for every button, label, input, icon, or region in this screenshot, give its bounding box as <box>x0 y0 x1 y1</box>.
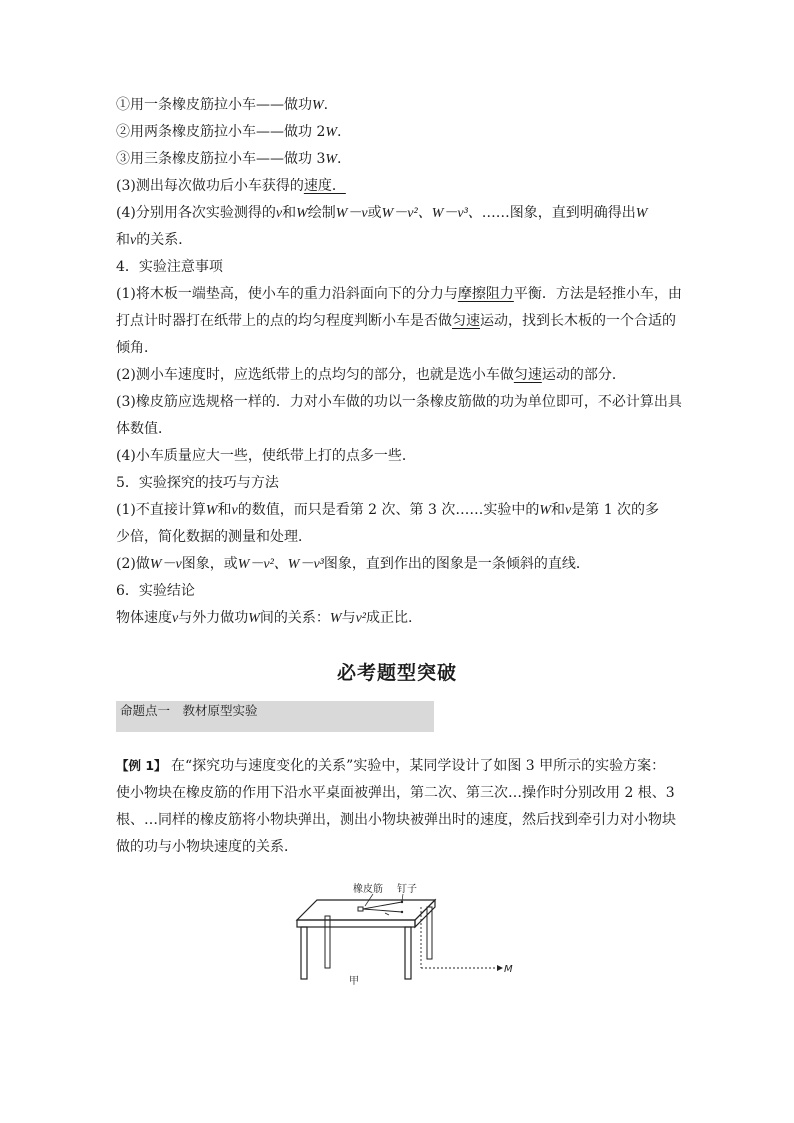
formula: W－v²、W－v³、 <box>381 206 482 221</box>
text: 图象，直到作出的图象是一条倾斜的直线． <box>323 556 590 572</box>
text: (2)测小车速度时，应选纸带上的点均匀的部分，也就是选小车做 <box>116 367 514 383</box>
arrow-head <box>497 965 503 971</box>
var-W: W <box>205 503 218 518</box>
text: 运动的部分． <box>541 367 626 383</box>
section4-note3-l2: 体数值． <box>116 421 172 437</box>
var-W: W <box>539 503 552 518</box>
text: ①用一条橡皮筋拉小车——做功 <box>116 97 312 113</box>
text: 运动，找到长木板的一个合适的 <box>480 313 676 329</box>
example-tag: 【例 1】 <box>116 758 167 773</box>
text: ③用三条橡皮筋拉小车——做功 3 <box>116 151 326 167</box>
text: 与 <box>341 610 356 626</box>
var-v: v <box>275 206 283 221</box>
section4-note2 <box>116 362 678 389</box>
text: 和 <box>116 232 130 248</box>
section6-conclusion <box>116 605 678 632</box>
text: 图象，或 <box>181 556 238 572</box>
text: 的数值，而只是看第 2 次、第 3 次……实验中的 <box>237 502 540 518</box>
text: 成正比. <box>365 610 413 626</box>
section4-title: 4．实验注意事项 <box>116 259 223 275</box>
section4-note4: (4)小车质量应大一些，使纸带上打的点多一些． <box>116 448 416 464</box>
text: 或 <box>367 205 382 221</box>
step2-item1: ①用一条橡皮筋拉小车——做功W. <box>116 97 329 113</box>
table-front-edge <box>297 920 415 927</box>
underlined-answer: 匀速 <box>513 367 542 383</box>
topic-bar: 命题点一 教材原型实验 <box>116 701 434 732</box>
arrow-mark <box>385 913 389 915</box>
table-leg <box>405 927 411 979</box>
text: 打点计时器打在纸带上的点的均匀程度判断小车是否做 <box>116 313 452 329</box>
step2-item3: ③用三条橡皮筋拉小车——做功 3W. <box>116 151 342 167</box>
text: 物体速度 <box>116 610 172 626</box>
rubber-band <box>363 909 402 912</box>
text: (3)测出每次做功后小车获得的 <box>116 178 304 194</box>
nail <box>401 901 403 903</box>
text: 和 <box>217 502 232 518</box>
text: 是第 1 次的多 <box>571 502 660 518</box>
var-W: W <box>329 611 342 626</box>
text: (2)做 <box>116 556 150 572</box>
section4-note3-l1: (3)橡皮筋应选规格一样的．力对小车做的功以一条橡皮筋做的功为单位即可，不必计算出具 <box>116 394 682 410</box>
var-W: W <box>296 206 308 221</box>
text: ②用两条橡皮筋拉小车——做功 2 <box>116 124 326 140</box>
text: 的关系． <box>136 232 193 248</box>
example-text: 在“探究功与速度变化的关系”实验中，某同学设计了如图 3 甲所示的实验方案：使小物块在橡皮筋的作用下沿水平桌面被弹出，第二次、第三次…操作时分别改用 2 根、3 根、…同样的橡皮筋将小物块弹出，测出小物块被弹出时的速度，然后找到牵引力对小物块做的功与小物块速度的关系． <box>116 758 676 855</box>
var-W: W <box>248 611 260 626</box>
text: 绘制 <box>307 205 336 221</box>
var-W: W <box>325 125 338 140</box>
table-leg <box>325 916 330 968</box>
figure-caption: 甲 <box>349 976 359 987</box>
label-nail: 钉子 <box>397 884 417 895</box>
section5-title: 5．实验探究的技巧与方法 <box>116 475 279 491</box>
text: 和 <box>282 205 297 221</box>
underlined-answer: 速度． <box>303 178 346 194</box>
table-top-surface <box>297 900 435 920</box>
formula: W－v²、W－v³ <box>237 557 324 572</box>
text: (1)将木板一端垫高，使小车的重力沿斜面向下的分力与 <box>116 286 458 302</box>
var-v: v <box>130 233 137 248</box>
label-rubber-band: 橡皮筋 <box>353 884 383 895</box>
section5-tip1-l1 <box>116 497 678 524</box>
section5-tip2 <box>116 551 678 578</box>
section4-note1-l2 <box>116 308 678 335</box>
experiment-figure <box>285 880 525 990</box>
example-1 <box>116 752 678 861</box>
step3 <box>116 173 678 200</box>
var-v: v <box>172 611 179 626</box>
nail <box>401 911 403 913</box>
section6-title: 6．实验结论 <box>116 583 195 599</box>
section5-tip1-l2: 少倍，简化数据的测量和处理． <box>116 529 312 545</box>
small-block <box>358 907 363 911</box>
label-M: M <box>504 964 513 975</box>
text: (1)不直接计算 <box>116 502 206 518</box>
step2-item2: ②用两条橡皮筋拉小车——做功 2W. <box>116 124 342 140</box>
text: 与外力做功 <box>178 610 249 626</box>
var-W: W <box>312 98 324 113</box>
var-v: v <box>231 503 238 518</box>
formula: W－v <box>335 206 368 221</box>
section4-note1-l3: 倾角． <box>116 340 158 356</box>
table-leg <box>301 927 307 979</box>
page-content <box>116 92 682 861</box>
text: 平衡．方法是轻推小车，由 <box>513 286 682 302</box>
section4-note1-l1 <box>116 281 682 308</box>
rubber-band <box>363 902 402 909</box>
var-W: W <box>635 206 648 221</box>
text: 间的关系： <box>259 610 330 626</box>
text: (4)分别用各次实验测得的 <box>116 205 276 221</box>
underlined-answer: 匀速 <box>452 313 480 329</box>
formula: W－v <box>149 557 182 572</box>
var-W: W <box>325 152 338 167</box>
step4-line2 <box>116 227 678 254</box>
text: 和 <box>551 502 566 518</box>
section-heading: 必考题型突破 <box>336 662 457 684</box>
underlined-answer: 摩擦阻力 <box>457 286 514 302</box>
var-v: v <box>565 503 572 518</box>
formula: v² <box>355 611 366 626</box>
step4-line1 <box>116 200 678 227</box>
text: ……图象，直到明确得出 <box>481 205 636 221</box>
